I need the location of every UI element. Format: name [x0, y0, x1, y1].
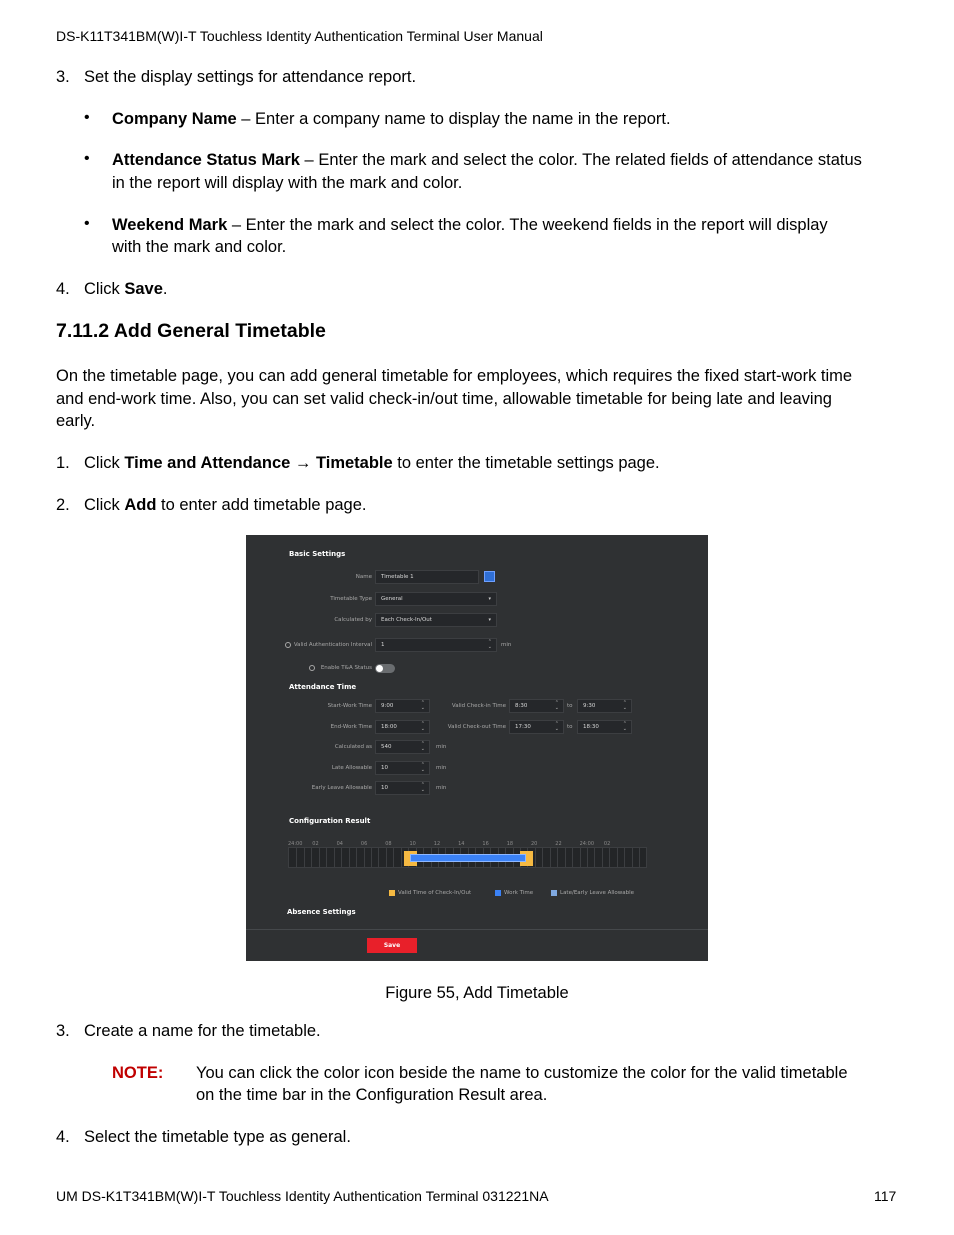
configuration-result-heading: Configuration Result — [289, 817, 371, 825]
checkout-from-input[interactable] — [509, 720, 564, 734]
valid-checkin-label: Valid Check-in Time — [451, 703, 506, 709]
grid-line — [393, 848, 394, 867]
bullet-bold: Attendance Status Mark — [112, 151, 300, 169]
intro-line-2: and end-work time. Also, you can set valid check-in/out time, allowable timetable for being late and leaving — [56, 390, 832, 408]
intro-line-1: On the timetable page, you can add general timetable for employees, which requires the fixed start-work time — [56, 367, 853, 385]
step-3b-text: Create a name for the timetable. — [84, 1022, 321, 1040]
bullet-icon: • — [84, 215, 90, 232]
stepper-icon[interactable]: ⌃ ⌄ — [487, 639, 492, 650]
calculated-by-select[interactable] — [375, 613, 497, 627]
select-value: General — [381, 596, 403, 602]
step-text: . — [162, 280, 168, 298]
late-allowable-input[interactable] — [375, 761, 430, 775]
calculated-as-label: Calculated as — [334, 744, 372, 750]
bullet-text: – Enter the mark and select the color. The related fields of attendance status — [299, 151, 862, 169]
grid-line — [624, 848, 625, 867]
stepper-icon[interactable]: ⌃ ⌄ — [622, 721, 627, 732]
bullet-weekend-mark — [112, 214, 828, 237]
time-tick-label: 18 — [506, 841, 514, 847]
start-work-time-label: Start-Work Time — [327, 703, 372, 709]
step-3-number: 3. — [56, 68, 70, 86]
calculated-by-label: Calculated by — [334, 617, 372, 623]
valid-auth-interval-label: Valid Authentication Interval — [293, 642, 372, 648]
interval-unit: min — [501, 642, 512, 648]
step-4b-text: Select the timetable type as general. — [84, 1128, 351, 1146]
min-unit: min — [436, 744, 447, 750]
legend-valid-swatch — [389, 890, 395, 896]
grid-line — [296, 848, 297, 867]
early-leave-label: Early Leave Allowable — [311, 785, 372, 791]
bullet-attendance-status — [112, 149, 862, 172]
time-tick-label: 20 — [531, 841, 538, 847]
input-value: 540 — [381, 744, 392, 750]
input-value: 8:30 — [515, 703, 528, 709]
checkout-to-input[interactable] — [577, 720, 632, 734]
work-time-segment[interactable] — [410, 854, 526, 862]
stepper-icon[interactable]: ⌃ ⌄ — [420, 721, 425, 732]
grid-line — [557, 848, 558, 867]
grid-line — [304, 848, 305, 867]
toggle-knob — [376, 665, 383, 672]
bullet-icon: • — [84, 150, 90, 167]
timetable-type-select[interactable] — [375, 592, 497, 606]
grid-line — [580, 848, 581, 867]
bullet-text: – Enter a company name to display the name in the report. — [236, 110, 671, 128]
time-tick-label: 22 — [555, 841, 562, 847]
grid-line — [319, 848, 320, 867]
step-4-number: 4. — [56, 280, 70, 298]
step-3-text: Set the display settings for attendance report. — [84, 68, 417, 86]
name-label: Name — [355, 574, 372, 580]
input-value: 17:30 — [515, 724, 531, 730]
stepper-icon[interactable]: ⌃ ⌄ — [554, 700, 559, 711]
legend-valid-label: Valid Time of Check-In/Out — [398, 890, 472, 896]
to-label: to — [567, 703, 573, 709]
step-text: to enter the timetable settings page. — [392, 454, 660, 472]
step-text: to enter add timetable page. — [156, 496, 367, 514]
grid-line — [565, 848, 566, 867]
select-value: Each Check-In/Out — [381, 617, 432, 623]
page-number: 117 — [874, 1188, 897, 1204]
grid-line — [542, 848, 543, 867]
grid-line — [617, 848, 618, 867]
valid-auth-interval-input[interactable] — [375, 638, 497, 652]
end-work-time-input[interactable] — [375, 720, 430, 734]
intro-line-3: early. — [56, 412, 96, 430]
bullet-bold: Weekend Mark — [112, 216, 228, 234]
basic-settings-heading: Basic Settings — [289, 550, 346, 558]
to-label: to — [567, 724, 573, 730]
time-tick-label: 16 — [482, 841, 489, 847]
grid-line — [356, 848, 357, 867]
stepper-icon[interactable]: ⌃ ⌄ — [622, 700, 627, 711]
stepper-icon[interactable]: ⌃ ⌄ — [554, 721, 559, 732]
time-tick-label: 24:00 — [288, 841, 303, 847]
grid-line — [349, 848, 350, 867]
note-label: NOTE: — [112, 1064, 164, 1082]
grid-line — [594, 848, 595, 867]
grid-line — [334, 848, 335, 867]
grid-line — [326, 848, 327, 867]
calculated-as-input[interactable] — [375, 740, 430, 754]
checkin-from-input[interactable] — [509, 699, 564, 713]
end-work-time-label: End-Work Time — [330, 724, 372, 730]
time-tick-label: 14 — [458, 841, 465, 847]
figure-caption: Figure 55, Add Timetable — [385, 984, 569, 1002]
time-tick-label: 24:00 — [579, 841, 595, 847]
time-tick-label: 06 — [360, 841, 368, 847]
input-value: 18:00 — [381, 724, 397, 730]
valid-checkout-label: Valid Check-out Time — [447, 724, 506, 730]
time-tick-label: 12 — [433, 841, 441, 847]
late-allowable-label: Late Allowable — [331, 765, 372, 771]
legend-work-swatch — [495, 890, 501, 896]
time-tick-label: 04 — [336, 841, 343, 847]
legend-late-swatch — [551, 890, 557, 896]
grid-line — [371, 848, 372, 867]
bullet-weekend-mark-line2: with the mark and color. — [112, 238, 287, 256]
bullet-text: – Enter the mark and select the color. The weekend fields in the report will display — [227, 216, 828, 234]
input-value: 18:30 — [583, 724, 599, 730]
stepper-icon[interactable]: ⌃ ⌄ — [420, 782, 425, 793]
step-4-text — [84, 278, 167, 301]
absence-settings-heading: Absence Settings — [287, 908, 356, 916]
stepper-icon[interactable]: ⌃ ⌄ — [420, 700, 425, 711]
attendance-time-heading: Attendance Time — [289, 683, 357, 691]
footer-text: UM DS-K1T341BM(W)I-T Touchless Identity Authentication Terminal 031221NA — [56, 1188, 549, 1204]
legend-late-label: Late/Early Leave Allowable — [560, 890, 635, 896]
step-text: Click — [84, 280, 125, 298]
grid-line — [378, 848, 379, 867]
grid-line — [364, 848, 365, 867]
section-title: 7.11.2 Add General Timetable — [56, 320, 326, 342]
grid-line — [311, 848, 312, 867]
step-text: Click — [84, 454, 125, 472]
time-tick-label: 02 — [603, 841, 611, 847]
checkin-to-input[interactable] — [577, 699, 632, 713]
step-2-text — [84, 494, 366, 517]
grid-line — [632, 848, 633, 867]
note-line-1: You can click the color icon beside the name to customize the color for the valid timetable — [196, 1064, 848, 1082]
step-4b-number: 4. — [56, 1128, 70, 1146]
bullet-company-name — [112, 108, 671, 131]
input-value: 10 — [381, 785, 388, 791]
legend-work-label: Work Time — [504, 890, 534, 896]
time-tick-label: 08 — [385, 841, 392, 847]
min-unit: min — [436, 785, 447, 791]
step-bold: Save — [124, 280, 163, 298]
bullet-attendance-status-line2: in the report will display with the mark and color. — [112, 174, 463, 192]
chevron-down-icon: ▾ — [488, 596, 491, 602]
early-leave-input[interactable] — [375, 781, 430, 795]
input-value: 9:00 — [381, 703, 394, 709]
step-text: Click — [84, 496, 125, 514]
name-input[interactable]: Timetable 1 — [375, 570, 479, 584]
input-value: 1 — [381, 642, 385, 648]
add-timetable-screenshot — [246, 535, 708, 961]
grid-line — [587, 848, 588, 867]
step-1-text — [84, 452, 660, 475]
grid-line — [535, 848, 536, 867]
grid-line — [550, 848, 551, 867]
grid-line — [572, 848, 573, 867]
save-button[interactable]: Save — [367, 938, 417, 953]
bullet-icon: • — [84, 109, 90, 126]
time-tick-label: 10 — [409, 841, 416, 847]
grid-line — [401, 848, 402, 867]
step-bold: Timetable — [315, 454, 393, 472]
arrow-icon: → — [290, 454, 316, 472]
step-3b-number: 3. — [56, 1022, 70, 1040]
step-1-number: 1. — [56, 454, 70, 472]
min-unit: min — [436, 765, 447, 771]
grid-line — [609, 848, 610, 867]
stepper-icon[interactable]: ⌃ ⌄ — [420, 762, 425, 773]
step-2-number: 2. — [56, 496, 70, 514]
time-tick-label: 02 — [312, 841, 319, 847]
step-bold: Add — [124, 496, 157, 514]
note-line-2: on the time bar in the Configuration Result area. — [196, 1086, 548, 1104]
divider — [246, 929, 708, 930]
grid-line — [386, 848, 387, 867]
input-value: 10 — [381, 765, 388, 771]
grid-line — [639, 848, 640, 867]
stepper-icon[interactable]: ⌃ ⌄ — [420, 741, 425, 752]
color-picker-icon[interactable] — [484, 571, 495, 582]
page-header: DS-K11T341BM(W)I-T Touchless Identity Authentication Terminal User Manual — [56, 28, 543, 44]
input-value: 9:30 — [583, 703, 596, 709]
enable-ta-status-label: Enable T&A Status — [320, 665, 372, 671]
ta-status-toggle[interactable] — [375, 664, 395, 673]
start-work-time-input[interactable] — [375, 699, 430, 713]
bullet-bold: Company Name — [112, 110, 237, 128]
timetable-type-label: Timetable Type — [330, 596, 372, 602]
chevron-down-icon: ▾ — [488, 617, 491, 623]
grid-line — [602, 848, 603, 867]
step-bold: Time and Attendance — [124, 454, 291, 472]
grid-line — [341, 848, 342, 867]
